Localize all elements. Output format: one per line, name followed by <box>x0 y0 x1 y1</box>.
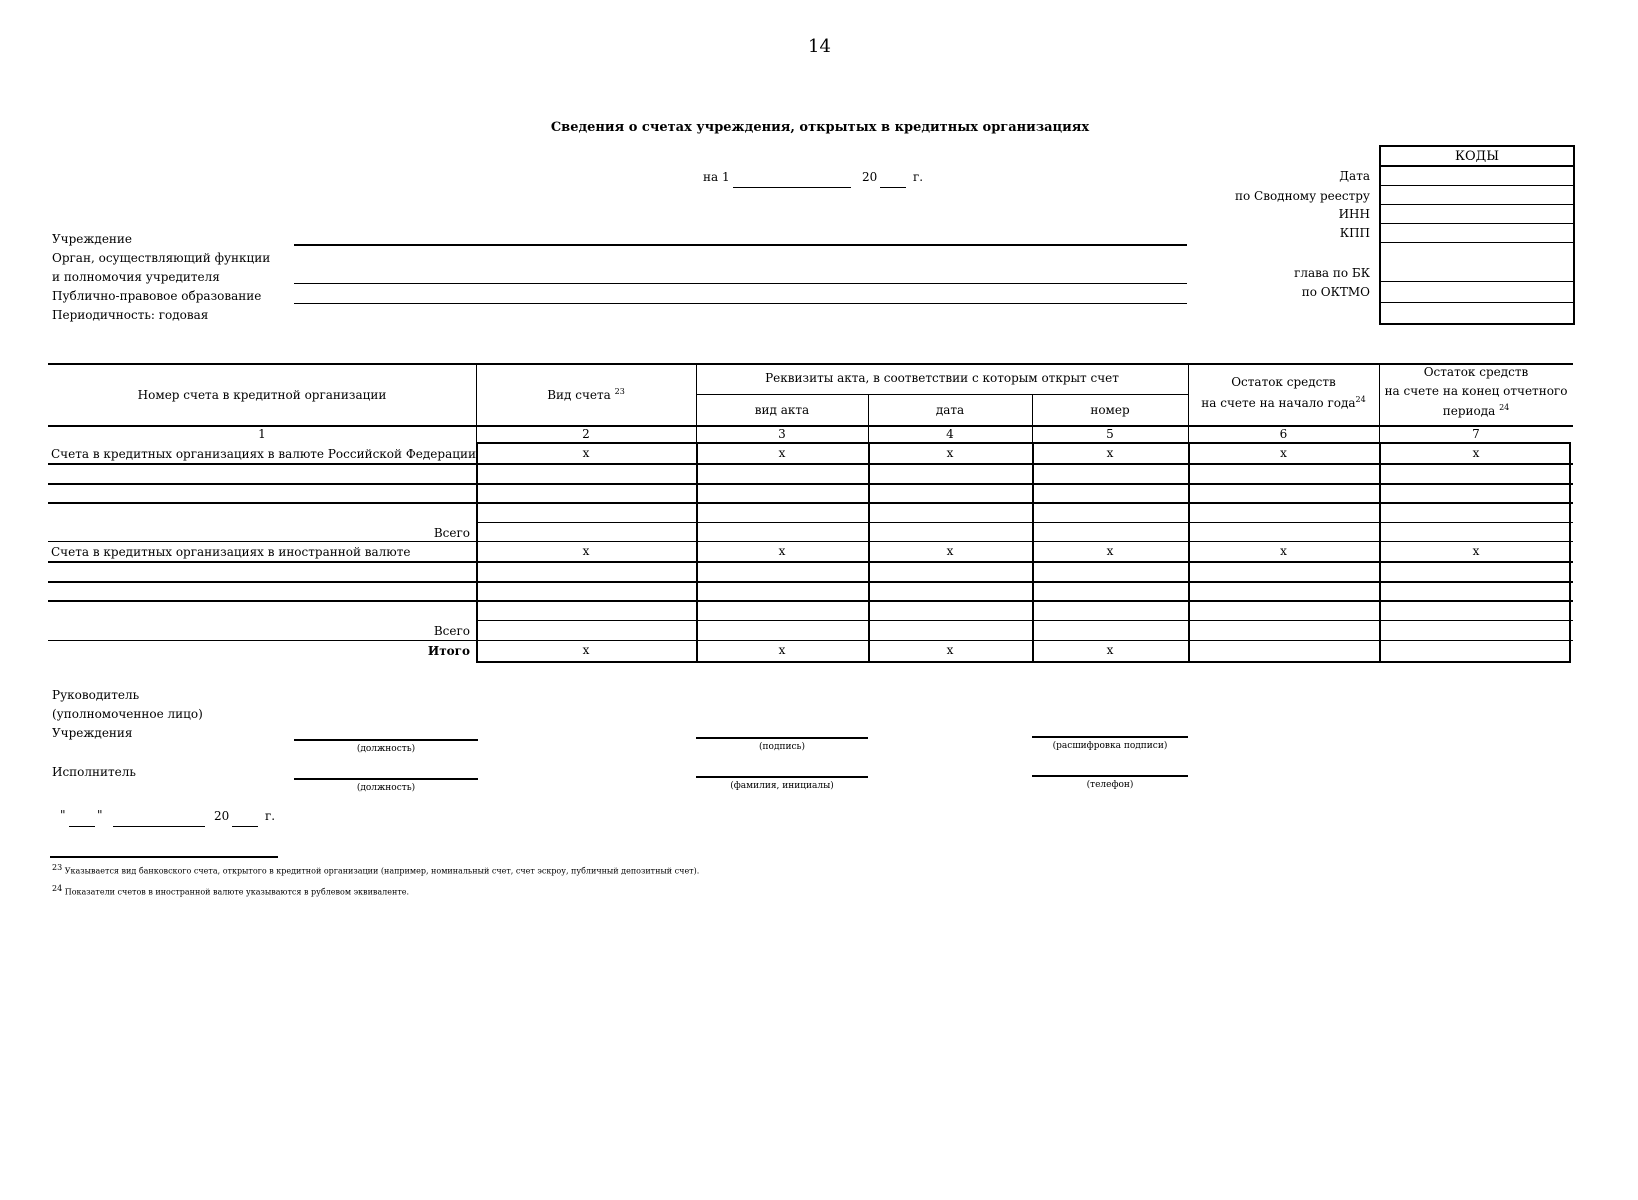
grand-total-x-col4: x <box>946 643 954 657</box>
row-line-2 <box>48 483 1573 485</box>
col7-header-line3 <box>1379 403 1573 418</box>
executor-name-line[interactable] <box>696 776 868 778</box>
row-line-9 <box>476 620 1573 621</box>
col6-header-line1: Остаток средств <box>1231 375 1336 389</box>
section2-label: Счета в кредитных организациях в иностранной валюте <box>51 545 411 559</box>
grand-total-label: Итого <box>427 644 470 658</box>
col7-header-text: периода <box>1442 404 1496 418</box>
section1-x-col7: x <box>1472 446 1480 460</box>
section1-x-col2: x <box>582 446 590 460</box>
row-line-6 <box>48 561 1573 563</box>
footnote-24-text: Показатели счетов в иностранной валюте указываются в рублевом эквиваленте. <box>64 887 410 897</box>
code-cell-bk[interactable] <box>1381 281 1573 282</box>
code-label-registry: по Сводному реестру <box>1234 189 1370 203</box>
sig-date-year-prefix: 20 <box>214 809 230 823</box>
col7-header-line1: Остаток средств <box>1423 365 1529 379</box>
sig-date-quote-open: " <box>60 808 66 822</box>
col3-header: вид акта <box>754 403 810 417</box>
footnote-23-text: Указывается вид банковского счета, открытого в кредитной организации (например, номинальный счет, счет эскроу, публичный депозитный счет). <box>64 866 700 876</box>
executor-position-line[interactable] <box>294 778 478 780</box>
section1-x-col3: x <box>778 446 786 460</box>
head-label-line3: Учреждения <box>52 726 133 740</box>
code-cell-inn[interactable] <box>1381 223 1573 224</box>
code-label-bk: глава по БК <box>1294 266 1370 280</box>
executor-label: Исполнитель <box>52 765 136 779</box>
col7-footnote-ref: 24 <box>1499 403 1510 412</box>
footnote-separator <box>50 856 278 858</box>
head-label-line1: Руководитель <box>52 688 140 702</box>
code-label-inn: ИНН <box>1338 207 1370 221</box>
sig-date-day-line[interactable] <box>69 826 95 827</box>
sig-date-quote-close: " <box>97 808 103 822</box>
section2-total-label: Всего <box>433 624 470 638</box>
organ-label-line1: Орган, осуществляющий функции <box>52 251 271 265</box>
header-vline-5 <box>1188 363 1189 425</box>
col-number-6: 6 <box>1279 427 1288 441</box>
col-number-5: 5 <box>1106 427 1114 441</box>
row-line-1 <box>48 463 1573 465</box>
organ-field-line[interactable] <box>294 283 1187 284</box>
date-year-prefix: 20 <box>862 170 878 184</box>
section2-x-col2: x <box>582 544 590 558</box>
grand-total-x-col2: x <box>582 643 590 657</box>
codes-header-divider <box>1381 165 1573 167</box>
col-number-2: 2 <box>582 427 590 441</box>
section2-x-col4: x <box>946 544 954 558</box>
row-line-8 <box>48 600 1573 602</box>
footnote-24 <box>52 884 409 897</box>
head-decoding-caption: (расшифровка подписи) <box>1052 741 1168 751</box>
row-line-5 <box>48 541 1573 542</box>
col-number-3: 3 <box>778 427 786 441</box>
row-line-3 <box>48 502 1573 504</box>
row-line-4 <box>476 522 1573 523</box>
section1-x-col6: x <box>1280 446 1287 460</box>
footnote-24-number: 24 <box>52 884 63 893</box>
sig-date-year-line[interactable] <box>232 826 258 827</box>
grand-total-x-col3: x <box>778 643 786 657</box>
date-day-month-line[interactable] <box>733 187 851 188</box>
col-number-7: 7 <box>1472 427 1480 441</box>
organ-label-line2: и полномочия учредителя <box>52 270 220 284</box>
grand-total-x-col5: x <box>1106 643 1114 657</box>
code-cell-kpp[interactable] <box>1381 242 1573 243</box>
executor-name-caption: (фамилия, инициалы) <box>730 781 834 791</box>
row-line-7 <box>48 581 1573 583</box>
head-position-line[interactable] <box>294 739 478 741</box>
code-label-kpp: КПП <box>1339 226 1370 240</box>
codes-header: КОДЫ <box>1454 149 1500 164</box>
code-label-oktmo: по ОКТМО <box>1301 285 1370 299</box>
col4-header: дата <box>935 403 965 417</box>
head-signature-line[interactable] <box>696 737 868 739</box>
section1-x-col4: x <box>946 446 954 460</box>
col2-header <box>476 387 696 402</box>
institution-field-line[interactable] <box>294 244 1187 246</box>
public-entity-label: Публично-правовое образование <box>52 289 262 303</box>
head-label-line2: (уполномоченное лицо) <box>52 707 203 721</box>
col1-header: Номер счета в кредитной организации <box>137 388 387 402</box>
code-cell-date[interactable] <box>1381 185 1573 186</box>
section1-label: Счета в кредитных организациях в валюте Российской Федерации <box>51 447 476 461</box>
section2-x-col6: x <box>1280 544 1287 558</box>
footnote-23 <box>52 863 699 876</box>
head-decoding-line[interactable] <box>1032 736 1188 738</box>
code-label-date: Дата <box>1339 169 1370 183</box>
page-title: Сведения о счетах учреждения, открытых в кредитных организациях <box>550 120 1090 135</box>
col6-header-text: на счете на начало года <box>1201 396 1356 410</box>
section2-x-col7: x <box>1472 544 1480 558</box>
section1-x-col5: x <box>1106 446 1114 460</box>
group-header-divider <box>696 394 1188 395</box>
col6-header-line2 <box>1188 395 1379 410</box>
footnote-23-number: 23 <box>52 863 63 872</box>
executor-phone-line[interactable] <box>1032 775 1188 777</box>
sig-date-month-line[interactable] <box>113 826 205 827</box>
col6-footnote-ref: 24 <box>1355 395 1366 404</box>
section2-x-col3: x <box>778 544 786 558</box>
institution-label: Учреждение <box>52 232 133 246</box>
code-cell-oktmo[interactable] <box>1381 302 1573 303</box>
periodicity-label: Периодичность: годовая <box>52 308 209 322</box>
col5-header: номер <box>1090 403 1130 417</box>
executor-phone-caption: (телефон) <box>1086 780 1134 790</box>
col-number-4: 4 <box>946 427 954 441</box>
page-number: 14 <box>808 36 831 57</box>
section1-total-label: Всего <box>433 526 470 540</box>
head-position-caption: (должность) <box>356 744 416 754</box>
public-entity-field-line[interactable] <box>294 303 1187 304</box>
col7-header-line2: на счете на конец отчетного <box>1384 384 1568 398</box>
section2-x-col5: x <box>1106 544 1114 558</box>
row-line-10 <box>48 640 1573 641</box>
col2-header-text: Вид счета <box>547 388 611 402</box>
date-suffix: г. <box>913 170 924 184</box>
executor-position-caption: (должность) <box>356 783 416 793</box>
date-year-line[interactable] <box>880 187 906 188</box>
col2-footnote-ref: 23 <box>614 387 625 396</box>
col-number-1: 1 <box>258 427 266 441</box>
head-signature-caption: (подпись) <box>759 742 805 752</box>
codes-box <box>1379 145 1575 325</box>
group-header: Реквизиты акта, в соответствии с которым открыт счет <box>765 371 1119 385</box>
date-prefix: на 1 <box>703 170 730 184</box>
sig-date-suffix: г. <box>265 809 276 823</box>
code-cell-registry[interactable] <box>1381 204 1573 205</box>
accounts-table <box>48 363 1573 665</box>
table-top-border <box>48 363 1573 365</box>
